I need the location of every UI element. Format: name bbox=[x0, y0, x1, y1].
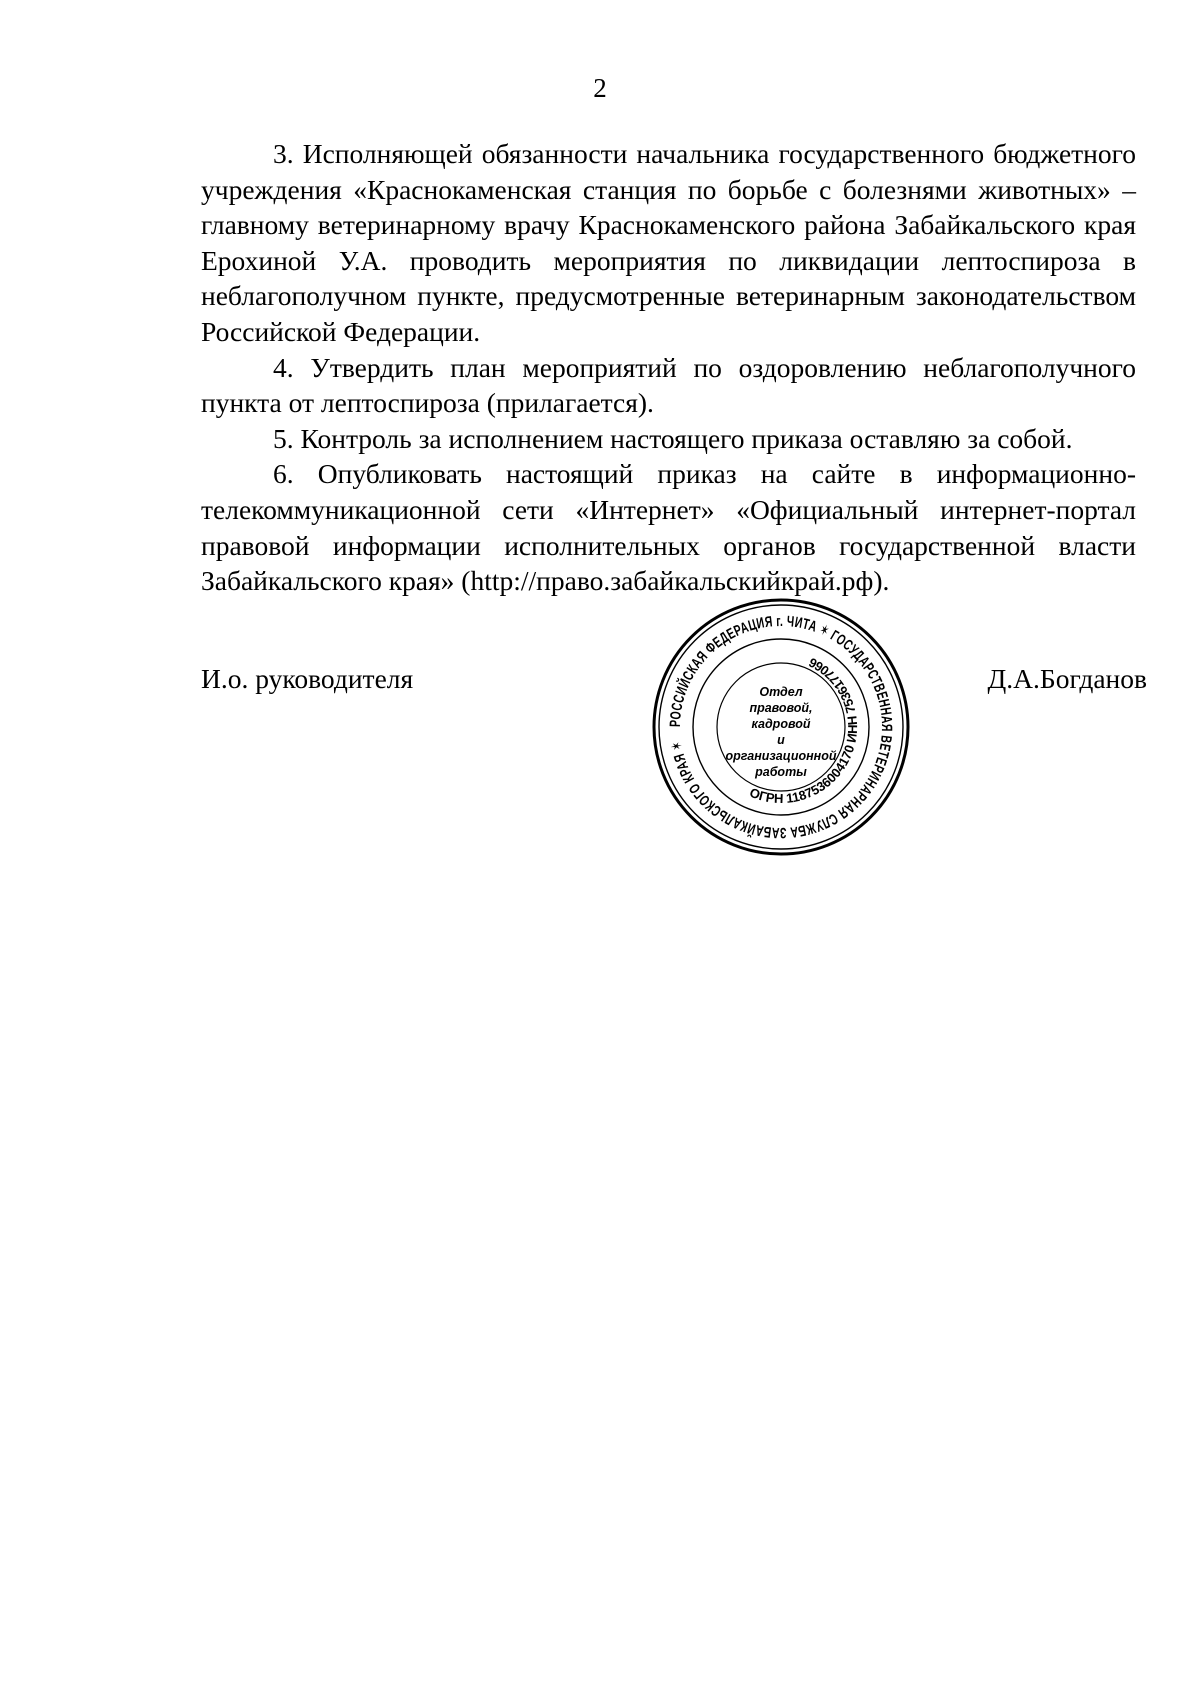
signatory-title: И.о. руководителя bbox=[201, 663, 414, 694]
page-number: 2 bbox=[593, 73, 607, 103]
official-seal bbox=[650, 596, 912, 858]
seal-center-line: и организационной bbox=[725, 733, 837, 763]
paragraph-4: 4. Утвердить план мероприятий по оздоровлению неблагополучного пункта от лептоспироза (прилагается). bbox=[201, 351, 1136, 419]
seal-center-line: Отдел bbox=[759, 685, 803, 699]
seal-center-line: правовой, кадровой bbox=[749, 701, 813, 731]
seal-center-line: работы bbox=[755, 765, 807, 779]
paragraph-5: 5. Контроль за исполнением настоящего приказа оставляю за собой. bbox=[273, 422, 1073, 454]
seal-registration-text: ОГРН 1187536004170 ИНН 7536177066 bbox=[747, 654, 861, 807]
paragraph-3: 3. Исполняющей обязанности начальника государственного бюджетного учреждения «Краснокаменская станция по борьбе с болезнями животных» – главному ветеринарному врачу Краснокаменского района Забайкальского края Ерохиной У.А. проводить мероприятия по ликвидации лептоспироза в неблагополучном пункте, предусмотренные ветеринарным законодательством Российской Федерации. bbox=[201, 138, 1136, 347]
signatory-name: Д.А.Богданов bbox=[987, 663, 1147, 694]
seal-center-text bbox=[720, 684, 842, 780]
document-body bbox=[201, 136, 1136, 599]
paragraph-6: 6. Опубликовать настоящий приказ на сайте в информационно-телекоммуникационной сети «Интернет» «Официальный интернет-портал правовой информации исполнительных органов государственной власти Забайкальского края» (http://право.забайкальскийкрай.рф). bbox=[201, 458, 1136, 597]
seal-outer-text: РОССИЙСКАЯ ФЕДЕРАЦИЯ г. ЧИТА ✶ ГОСУДАРСТВЕННАЯ ВЕТЕРИНАРНАЯ СЛУЖБА ЗАБАЙКАЛЬСКОГО КРАЯ ✶ bbox=[666, 612, 896, 842]
